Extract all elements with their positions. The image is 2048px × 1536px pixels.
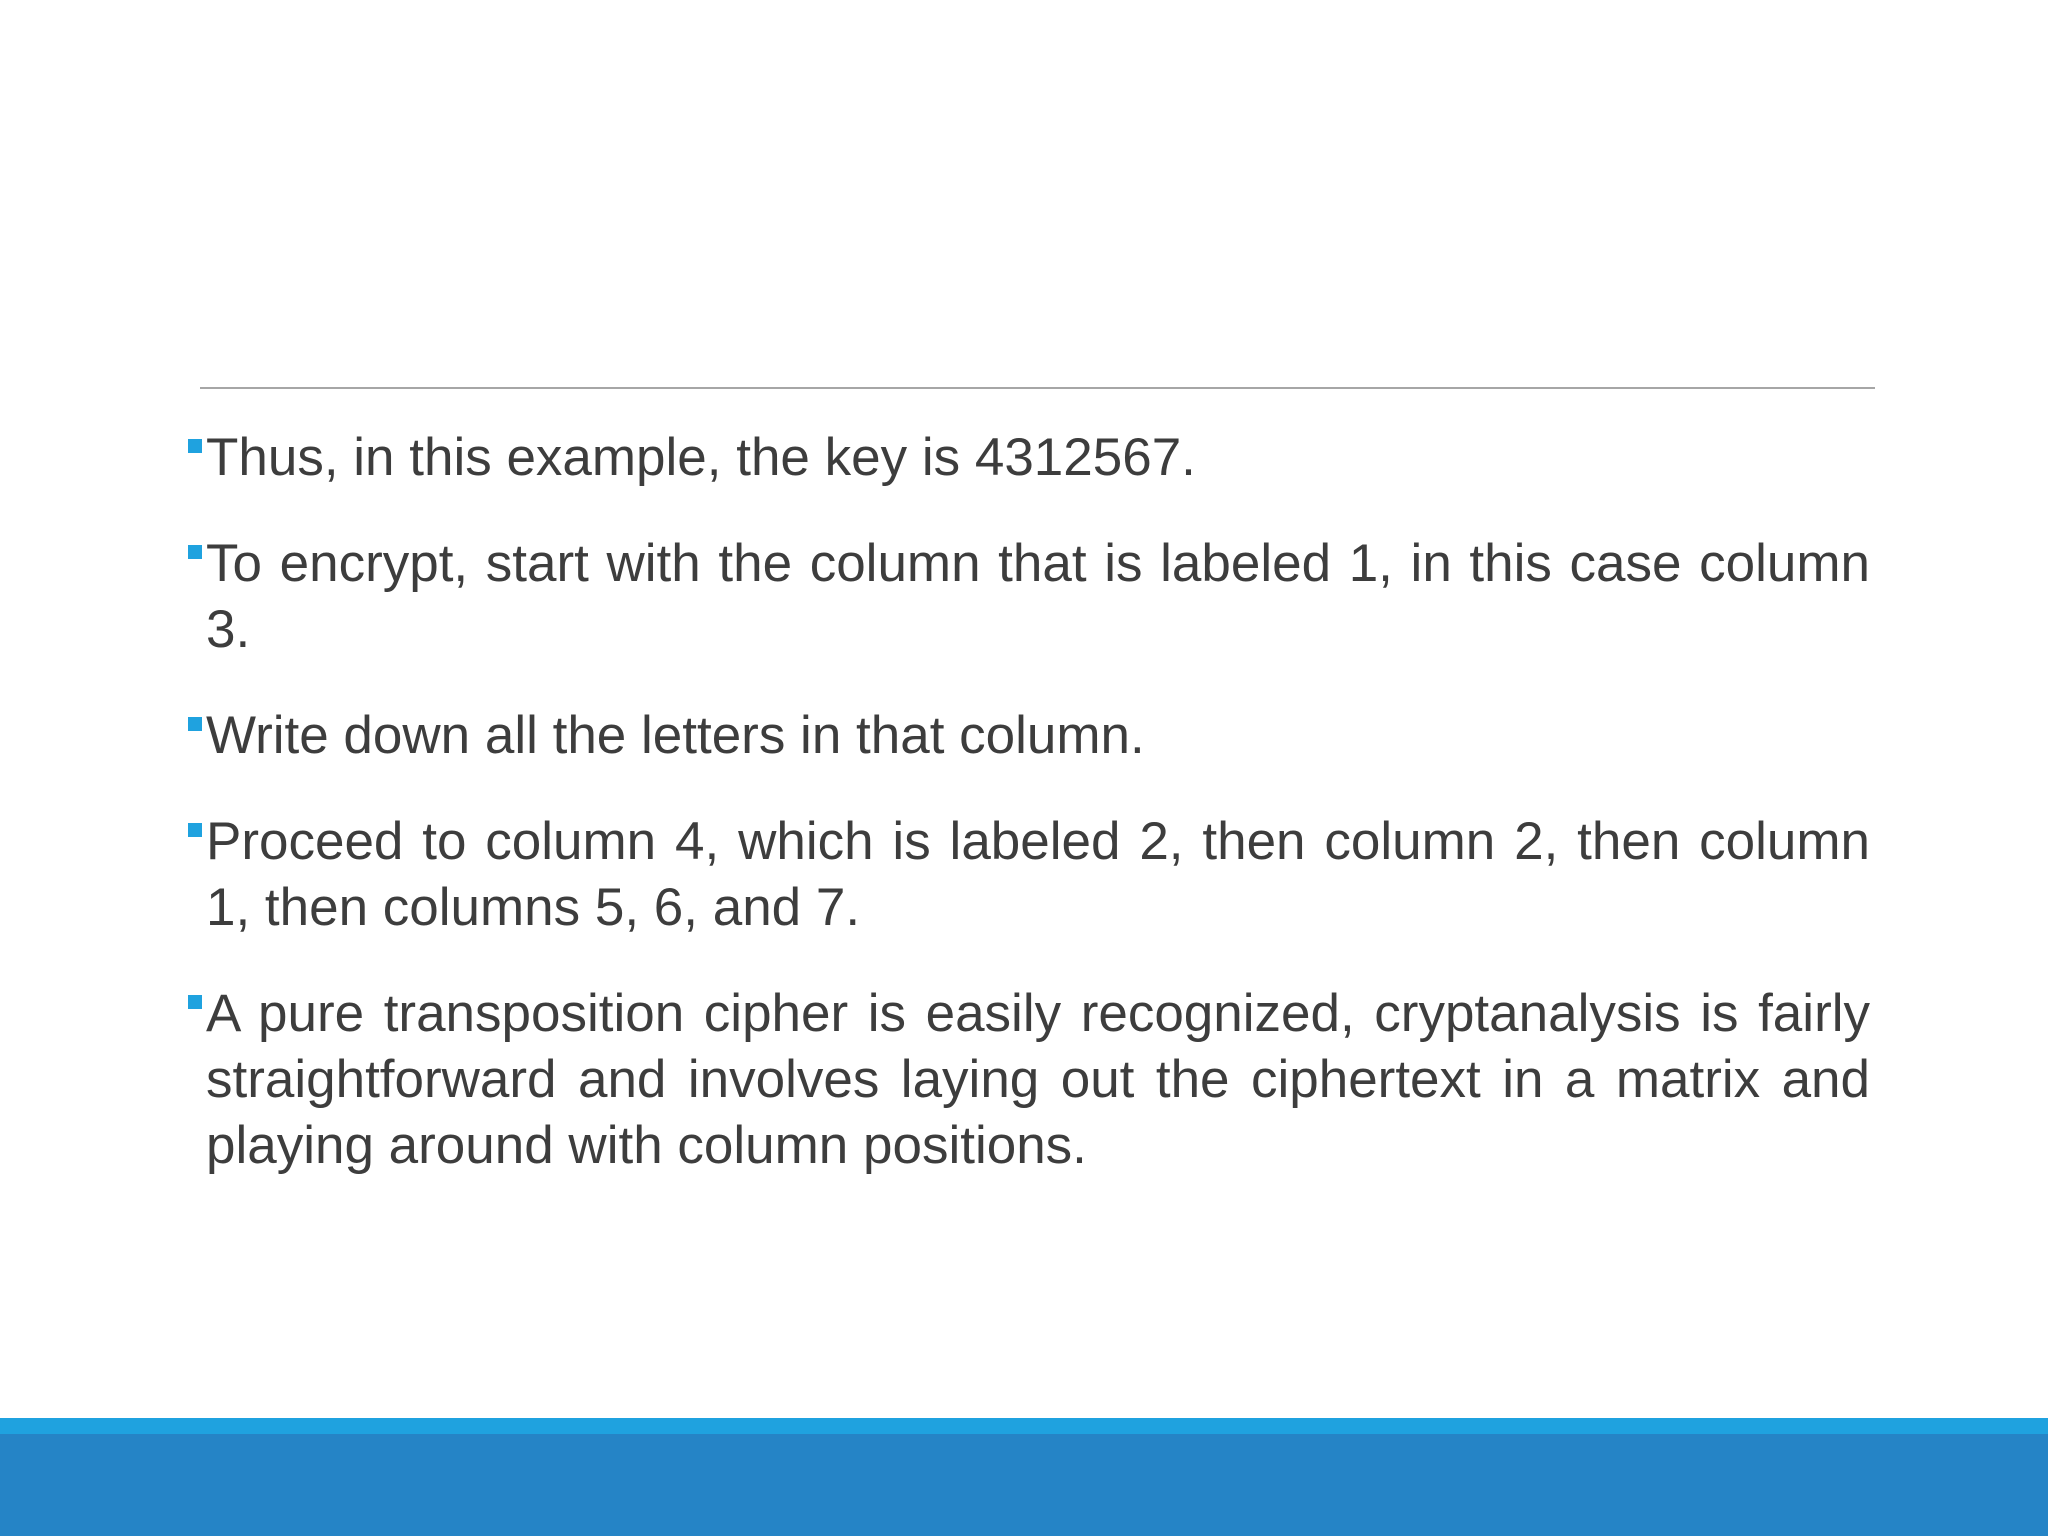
bullet-item-2 <box>188 531 1870 663</box>
square-bullet-icon <box>188 439 202 453</box>
bullet-list <box>188 425 1870 1219</box>
bullet-text: Proceed to column 4, which is labeled 2, then column 2, then column 1, then columns 5, 6, and 7. <box>206 812 1870 937</box>
bullet-item-3 <box>188 703 1870 769</box>
bullet-text: Thus, in this example, the key is 4312567. <box>206 428 1196 487</box>
bullet-text: To encrypt, start with the column that is labeled 1, in this case column 3. <box>206 534 1870 659</box>
bullet-item-1 <box>188 425 1870 491</box>
footer-accent-stripe <box>0 1418 2048 1434</box>
footer-bar <box>0 1434 2048 1536</box>
title-divider <box>200 387 1875 389</box>
square-bullet-icon <box>188 545 202 559</box>
bullet-item-4 <box>188 809 1870 941</box>
bullet-item-5 <box>188 981 1870 1179</box>
square-bullet-icon <box>188 823 202 837</box>
slide-title-placeholder <box>200 60 1875 380</box>
square-bullet-icon <box>188 717 202 731</box>
bullet-text: Write down all the letters in that column. <box>206 706 1145 765</box>
bullet-text: A pure transposition cipher is easily recognized, cryptanalysis is fairly straightforward and involves laying out the ciphertext in a matrix and playing around with column positions. <box>206 984 1870 1175</box>
square-bullet-icon <box>188 995 202 1009</box>
